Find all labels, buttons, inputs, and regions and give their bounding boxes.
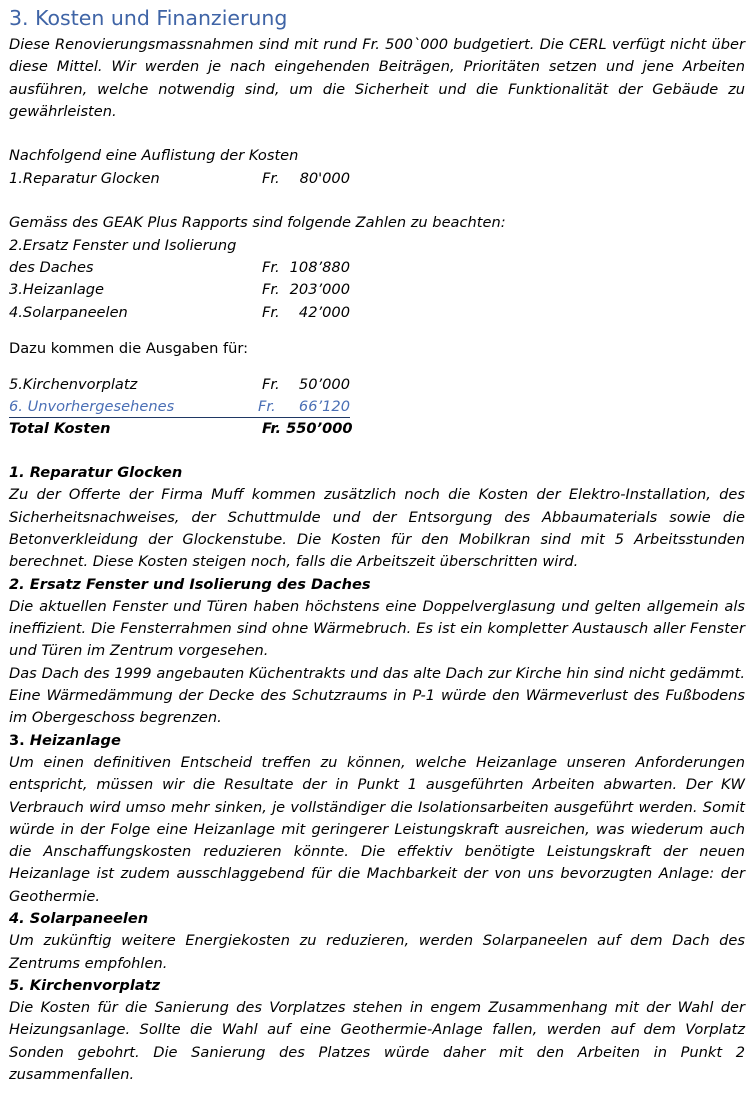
cost-row	[9, 302, 350, 324]
subsection-paragraph: Um zukünftig weitere Energiekosten zu reduzieren, werden Solarpaneelen auf dem Dach des Zentrums empfohlen.	[9, 932, 745, 972]
subsection-title: 2. Ersatz Fenster und Isolierung des Daches	[9, 575, 371, 593]
subsection-paragraph: Zu der Offerte der Firma Muff kommen zusätzlich noch die Kosten der Elektro-Installation, des Sicherheitsnachweises, der Schuttmulde und der Entsorgung des Abbaumaterials sowie die Betonverkleidung der Glockenstube. Die Kosten für den Mobilkran sind mit 5 Arbeitsstunden berechnet. Diese Kosten steigen noch, falls die Arbeitszeit überschritten wird.	[9, 486, 745, 571]
cost-row	[9, 257, 350, 279]
subsection-paragraph: Das Dach des 1999 angebauten Küchentrakts und das alte Dach zur Kirche hin sind nicht gedämmt. Eine Wärmedämmung der Decke des Schutzraums in P-1 würde den Wärmeverlust des Fußbodens im Obergeschoss begrenzen.	[9, 664, 745, 727]
cost-label: 5.Kirchenvorplatz	[9, 376, 138, 394]
cost-amount: 203’000	[289, 281, 350, 299]
spacer	[9, 123, 745, 145]
cost-label: 1.Reparatur Glocken	[9, 169, 160, 187]
subsection-title: 3. Heizanlage	[9, 731, 121, 749]
cost-currency: Fr.	[262, 281, 280, 299]
subsection-title: 4. Solarpaneelen	[9, 909, 149, 927]
cost-row	[9, 279, 350, 301]
subsection-paragraph: Die Kosten für die Sanierung des Vorplatzes stehen in engem Zusammenhang mit der Wahl der Heizungsanlage. Sollte die Wahl auf eine Geothermie-Anlage fallen, werden auf dem Vorplatz Sonden gebohrt. Die Sanierung des Platzes würde daher mit den Arbeiten in Punkt 2 zusammenfallen.	[9, 999, 745, 1084]
cost-amount: 80'000	[299, 169, 350, 187]
cost-label: 3.Heizanlage	[9, 281, 105, 299]
subsection-paragraph: Um einen definitiven Entscheid treffen zu können, welche Heizanlage unseren Anforderungen entspricht, müssen wir die Resultate der in Punkt 1 ausgeführten Arbeiten abwarten. Der KW Verbrauch wird umso mehr sinken, je vollständiger die Isolationsarbeiten ausgeführt werden. Somit würde in der Folge eine Heizanlage mit geringerer Leistungskraft ausreichen, was wiederum auch die Anschaffungskosten reduzieren könnte. Die effektiv benötigte Leistungskraft der neuen Heizanlage ist zudem ausschlaggebend für die Machbarkeit der von uns bevorzugten Anlage: der Geothermie.	[9, 753, 745, 905]
geak-intro: Gemäss des GEAK Plus Rapports sind folgende Zahlen zu beachten:	[9, 214, 506, 232]
spacer	[9, 440, 745, 462]
additional-intro: Dazu kommen die Ausgaben für:	[9, 339, 249, 357]
cost-amount: 108’880	[289, 258, 350, 276]
subsection-paragraph: Die aktuellen Fenster und Türen haben höchstens eine Doppelverglasung und gelten allgemein als ineffizient. Die Fensterrahmen sind ohne Wärmebruch. Es ist ein kompletter Austausch aller Fenster und Türen im Zentrum vorgesehen.	[9, 597, 745, 660]
spacer	[9, 190, 745, 212]
subsection-title: 1. Reparatur Glocken	[9, 464, 183, 482]
cost-amount: 66’120	[298, 398, 350, 416]
cost-currency: Fr.	[258, 398, 276, 416]
total-label: Total Kosten	[9, 419, 111, 437]
cost-amount: 42’000	[298, 303, 350, 321]
cost-label: 4.Solarpaneelen	[9, 303, 128, 321]
total-amount: Fr. 550’000	[262, 419, 353, 437]
cost-currency: Fr.	[262, 258, 280, 276]
spacer	[9, 324, 745, 338]
document-page	[9, 0, 745, 1086]
cost-label: 2.Ersatz Fenster und Isolierung	[9, 236, 237, 254]
cost-label: 6. Unvorhergesehenes	[9, 398, 175, 416]
cost-label-continued: des Daches	[9, 258, 94, 276]
cost-row-link[interactable]	[9, 396, 350, 418]
spacer	[9, 360, 745, 374]
total-row	[9, 418, 353, 440]
cost-row	[9, 374, 350, 396]
costs-intro: Nachfolgend eine Auflistung der Kosten	[9, 147, 299, 165]
cost-currency: Fr.	[262, 169, 280, 187]
cost-currency: Fr.	[262, 303, 280, 321]
cost-amount: 50’000	[298, 376, 350, 394]
cost-row	[9, 235, 350, 257]
subsection-title: 5. Kirchenvorplatz	[9, 976, 161, 994]
cost-currency: Fr.	[262, 376, 280, 394]
cost-row	[9, 168, 350, 190]
section-heading: 3. Kosten und Finanzierung	[9, 6, 288, 30]
intro-paragraph: Diese Renovierungsmassnahmen sind mit rund Fr. 500`000 budgetiert. Die CERL verfügt nicht über diese Mittel. Wir werden je nach eingehenden Beiträgen, Prioritäten setzen und jene Arbeiten ausführen, welche notwendig sind, um die Sicherheit und die Funktionalität der Gebäude zu gewährleisten.	[9, 36, 745, 120]
